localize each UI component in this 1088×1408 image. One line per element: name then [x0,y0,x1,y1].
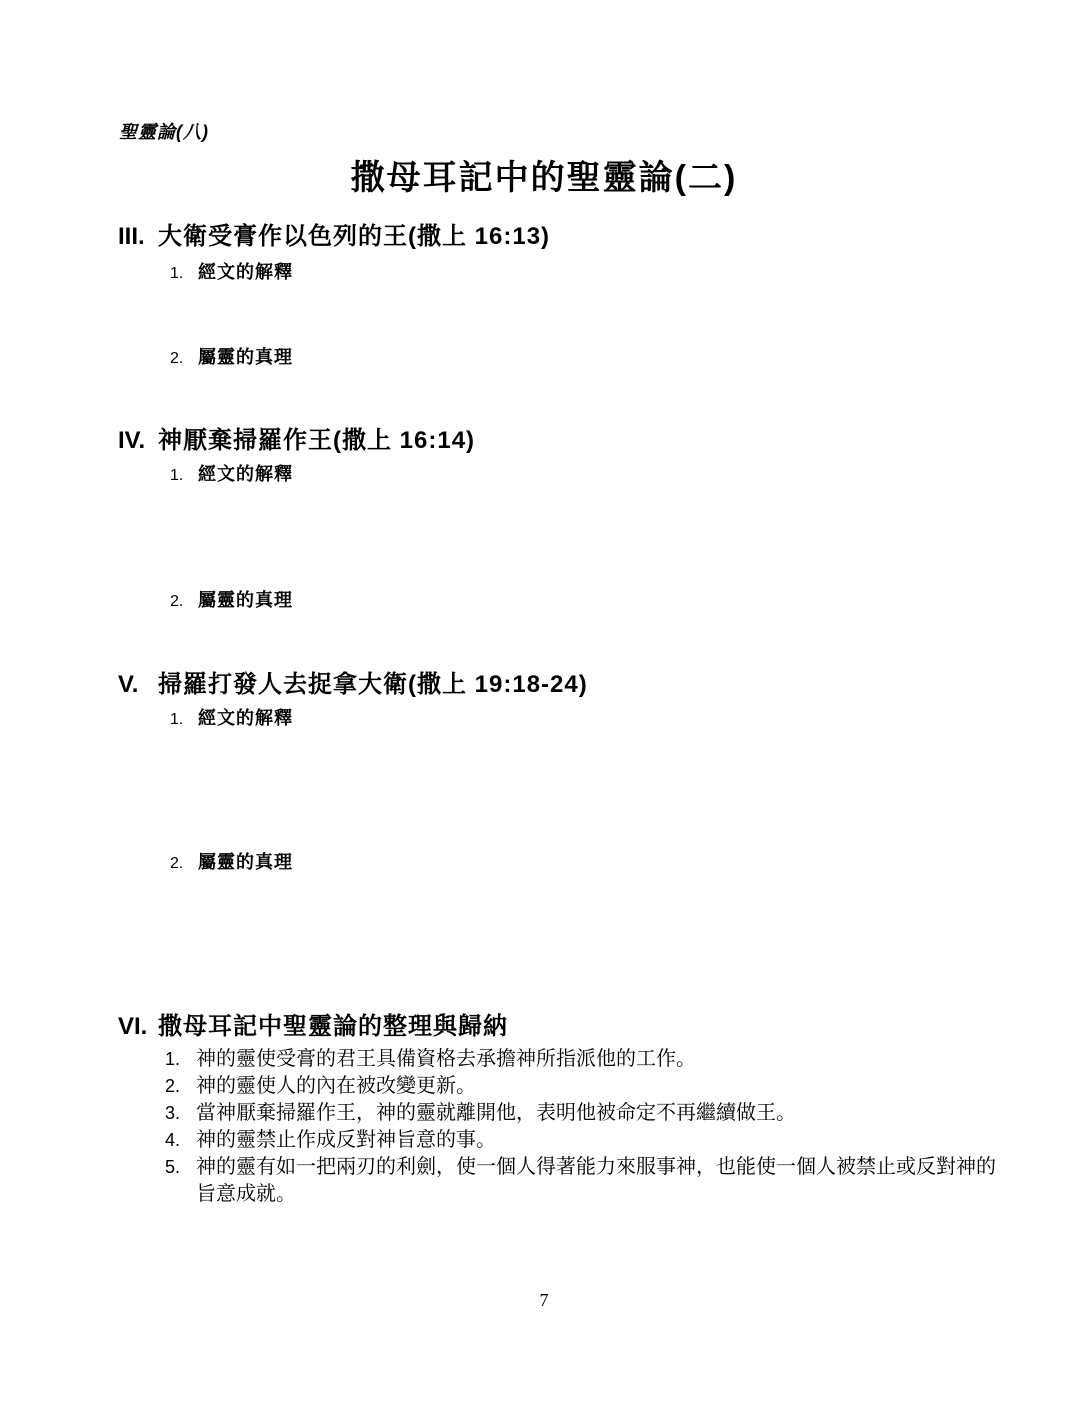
document-title: 撒母耳記中的聖靈論(二) [350,159,738,197]
section-iii-heading [118,222,550,252]
section-vi-numeral: VI. [118,1013,148,1040]
section-v-heading [118,670,588,700]
list-item-number: 3. [165,1103,181,1123]
section-v-numeral: V. [118,671,139,698]
page-number: 7 [539,1290,549,1310]
section-iv-heading-text: 神厭棄掃羅作王(撒上 16:14) [158,427,476,454]
list-item-text: 屬靈的真理 [198,347,293,367]
section-iv-heading [118,426,475,456]
section-iv-subitem-1 [170,463,293,487]
section-vi-heading-text: 撒母耳記中聖靈論的整理與歸納 [158,1013,508,1040]
list-item-number: 1. [170,265,184,282]
section-iii-subitem-1 [170,261,293,285]
list-item-text: 經文的解釋 [198,262,293,282]
list-item-text: 神的靈禁止作成反對神旨意的事。 [196,1129,496,1151]
list-item-text: 經文的解釋 [198,708,293,728]
section-vi-heading [118,1012,508,1042]
list-item-number: 1. [170,467,184,484]
list-item-number: 4. [165,1130,181,1150]
section-v-subitem-2 [170,851,293,875]
list-item-number: 5. [165,1157,181,1177]
list-item-text: 神的靈有如一把兩刃的利劍，使一個人得著能力來服事神，也能使一個人被禁止或反對神的旨意成就。 [196,1156,996,1205]
list-item-text: 當神厭棄掃羅作王，神的靈就離開他，表明他被命定不再繼續做王。 [196,1102,796,1124]
list-item-text: 神的靈使受膏的君王具備資格去承擔神所指派他的工作。 [196,1048,696,1070]
list-item-number: 1. [165,1049,181,1069]
section-v-subitem-1 [170,707,293,731]
list-item-number: 2. [165,1076,181,1096]
section-vi-list [165,1046,1025,1208]
list-item-text: 屬靈的真理 [198,590,293,610]
list-item-number: 2. [170,350,184,367]
section-iii-numeral: III. [118,223,145,250]
list-item-number: 2. [170,855,184,872]
section-iii-heading-text: 大衛受膏作以色列的王(撒上 16:13) [158,223,551,250]
list-item [165,1100,1025,1127]
list-item [165,1046,1025,1073]
list-item-number: 2. [170,593,184,610]
section-iii-subitem-2 [170,346,293,370]
list-item [165,1073,1025,1100]
list-item-text: 屬靈的真理 [198,852,293,872]
section-iv-subitem-2 [170,589,293,613]
list-item-text: 經文的解釋 [198,464,293,484]
list-item-text: 神的靈使人的內在被改變更新。 [196,1075,476,1097]
page-header-label: 聖靈論(八) [119,122,209,142]
list-item-number: 1. [170,711,184,728]
list-item [165,1154,1025,1208]
list-item [165,1127,1025,1154]
section-iv-numeral: IV. [118,427,146,454]
section-v-heading-text: 掃羅打發人去捉拿大衛(撒上 19:18-24) [158,671,588,698]
